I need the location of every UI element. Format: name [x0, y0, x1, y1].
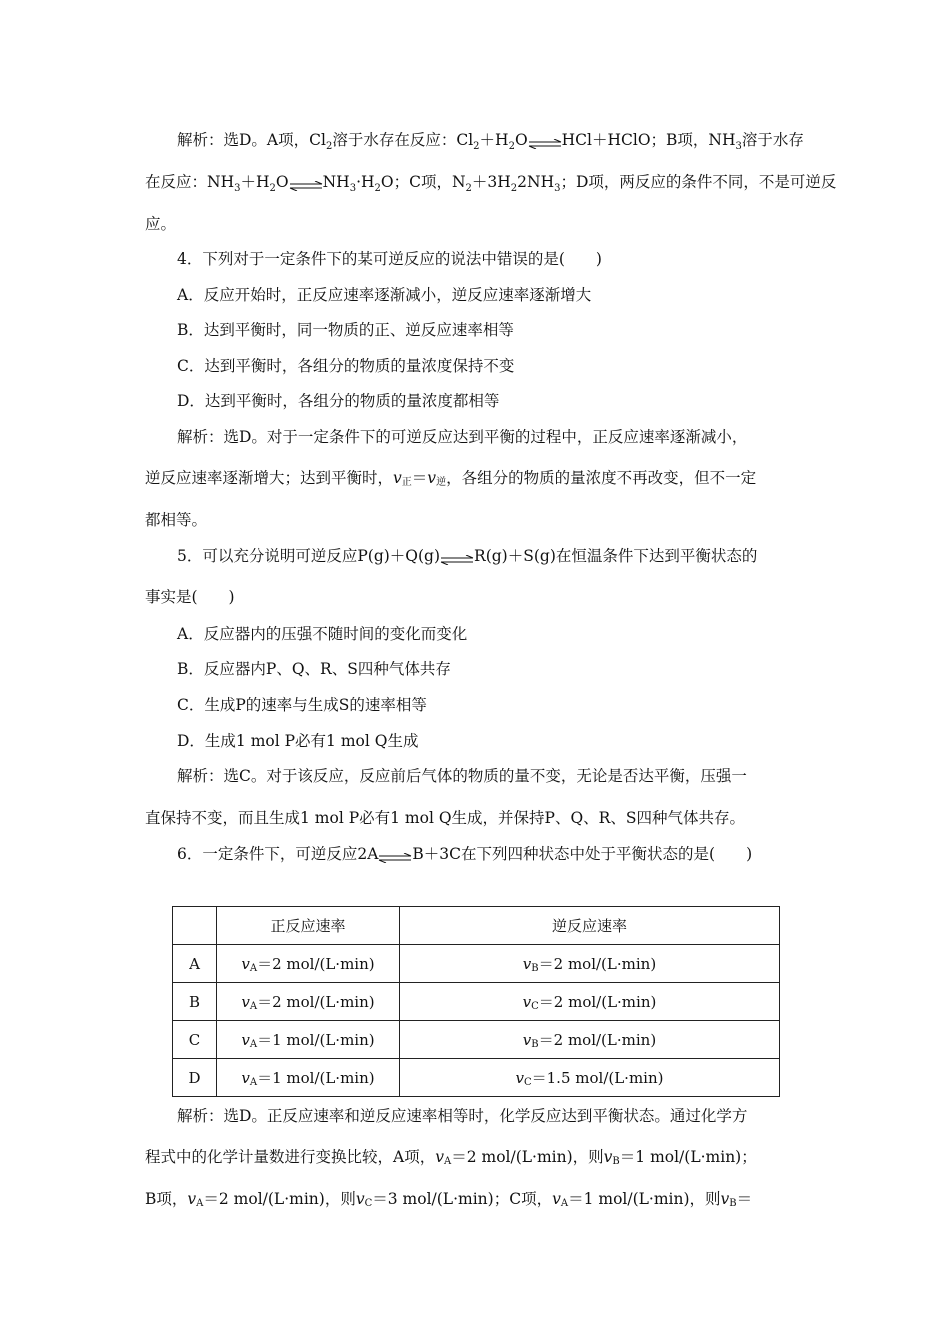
analysis-4-line-1: 解析：选D。对于一定条件下的可逆反应达到平衡的过程中，正反应速率逐渐减小，: [177, 428, 748, 446]
question-4-option-c: C．达到平衡时，各组分的物质的量浓度保持不变: [177, 357, 515, 375]
table-row: [173, 1059, 780, 1097]
question-4-stem: 4．下列对于一定条件下的某可逆反应的说法中错误的是( ): [177, 250, 602, 268]
analysis-4-line-2: 逆反应速率逐渐增大；达到平衡时，v正＝v逆，各组分的物质的量浓度不再改变，但不一定: [145, 469, 757, 488]
question-6-stem: 6．一定条件下，可逆反应2A B＋3C在下列四种状态中处于平衡状态的是( ): [177, 845, 753, 863]
table-row: [173, 945, 780, 983]
analysis-6-line-3: B项，vA＝2 mol/(L·min)，则vC＝3 mol/(L·min)；C项，vA＝1 mol/(L·min)，则vB＝: [145, 1190, 753, 1209]
analysis-5-line-1: 解析：选C。对于该反应，反应前后气体的物质的量不变，无论是否达平衡，压强一: [177, 767, 747, 785]
row-label: C: [173, 1021, 217, 1059]
table-header-row: [173, 907, 780, 945]
table-header-cell: 逆反应速率: [400, 907, 780, 945]
analysis-3-line-3: 应。: [145, 215, 177, 233]
reverse-rate-cell: vB＝2 mol/(L·min): [400, 945, 780, 983]
analysis-5-line-2: 直保持不变，而且生成1 mol P必有1 mol Q生成，并保持P、Q、R、S四种气体共存。: [145, 809, 745, 827]
reverse-rate-cell: vC＝1.5 mol/(L·min): [400, 1059, 780, 1097]
analysis-4-line-3: 都相等。: [145, 511, 208, 529]
reverse-rate-cell: vC＝2 mol/(L·min): [400, 983, 780, 1021]
question-5-stem-line-2: 事实是( ): [145, 588, 235, 606]
forward-rate-cell: vA＝2 mol/(L·min): [217, 983, 400, 1021]
forward-rate-cell: vA＝1 mol/(L·min): [217, 1059, 400, 1097]
analysis-6-line-2: 程式中的化学计量数进行变换比较，A项，vA＝2 mol/(L·min)，则vB＝1 mol/(L·min)；: [145, 1148, 757, 1167]
rate-table: [172, 906, 780, 1097]
analysis-6-line-1: 解析：选D。正反应速率和逆反应速率相等时，化学反应达到平衡状态。通过化学方: [177, 1107, 748, 1125]
row-label: B: [173, 983, 217, 1021]
question-5-option-d: D．生成1 mol P必有1 mol Q生成: [177, 732, 419, 750]
analysis-3-line-1: 解析：选D。A项，$Cl_2$溶于水存在反应：$Cl_2+H_2O$ HCl＋HClO；B项，$NH_3$溶于水存: [177, 131, 804, 153]
forward-rate-cell: vA＝1 mol/(L·min): [217, 1021, 400, 1059]
forward-rate-cell: vA＝2 mol/(L·min): [217, 945, 400, 983]
table-header-cell: 正反应速率: [217, 907, 400, 945]
table-row: [173, 1021, 780, 1059]
question-5-option-a: A．反应器内的压强不随时间的变化而变化: [177, 625, 468, 643]
reverse-rate-cell: vB＝2 mol/(L·min): [400, 1021, 780, 1059]
question-4-option-a: A．反应开始时，正反应速率逐渐减小，逆反应速率逐渐增大: [177, 286, 592, 304]
reversible-arrow-icon: [378, 853, 412, 863]
table-row: [173, 983, 780, 1021]
analysis-3-line-2: 在反应：$NH_3+H_2O$ $NH_3\cdot H_2O$；C项，$N_2+3H_22NH_3$；D项，两反应的条件不同，不是可逆反: [145, 173, 837, 195]
question-5-option-b: B．反应器内P、Q、R、S四种气体共存: [177, 660, 451, 678]
reversible-arrow-icon: [289, 181, 323, 191]
reversible-arrow-icon: [528, 139, 562, 149]
row-label: A: [173, 945, 217, 983]
question-5-option-c: C．生成P的速率与生成S的速率相等: [177, 696, 427, 714]
table-header-cell: [173, 907, 217, 945]
question-5-stem-line-1: 5．可以充分说明可逆反应P(g)＋Q(g) R(g)＋S(g)在恒温条件下达到平衡状态的: [177, 547, 758, 565]
reversible-arrow-icon: [440, 555, 474, 565]
question-4-option-b: B．达到平衡时，同一物质的正、逆反应速率相等: [177, 321, 514, 339]
row-label: D: [173, 1059, 217, 1097]
question-4-option-d: D．达到平衡时，各组分的物质的量浓度都相等: [177, 392, 500, 410]
